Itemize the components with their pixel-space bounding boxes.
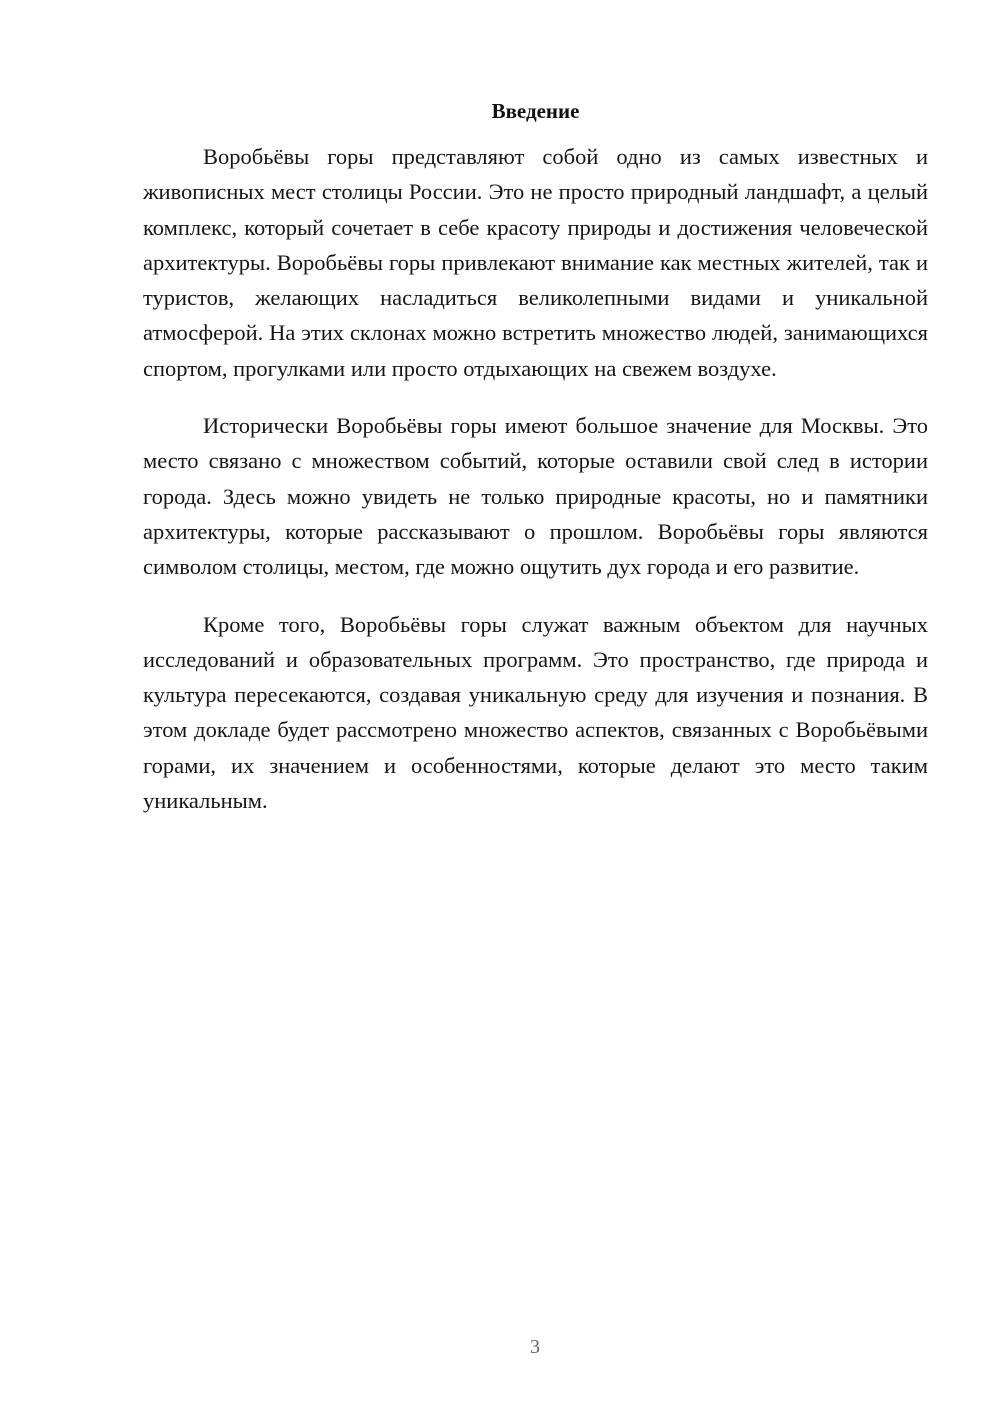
page-number: 3 (530, 1336, 540, 1358)
paragraph-3: Кроме того, Воробьёвы горы служат важным объектом для научных исследований и образовательных программ. Это пространство, где природа и культура пересекаются, создавая уникальную среду для изучения и познания. В этом докладе будет рассмотрено множество аспектов, связанных с Воробьёвыми горами, их значением и особенностями, которые делают это место таким уникальным. (143, 611, 928, 814)
page-content (143, 96, 928, 840)
paragraph-2: Исторически Воробьёвы горы имеют большое значение для Москвы. Это место связано с множеством событий, которые оставили свой след в истории города. Здесь можно увидеть не только природные красоты, но и памятники архитектуры, которые рассказывают о прошлом. Воробьёвы горы являются символом столицы, местом, где можно ощутить дух города и его развитие. (143, 413, 928, 580)
section-title: Введение (491, 99, 580, 123)
paragraph-1: Воробьёвы горы представляют собой одно из самых известных и живописных мест столицы России. Это не просто природный ландшафт, а целый комплекс, который сочетает в себе красоту природы и достижения человеческой архитектуры. Воробьёвы горы привлекают внимание как местных жителей, так и туристов, желающих насладиться великолепными видами и уникальной атмосферой. На этих склонах можно встретить множество людей, занимающихся спортом, прогулками или просто отдыхающих на свежем воздухе. (143, 144, 928, 381)
